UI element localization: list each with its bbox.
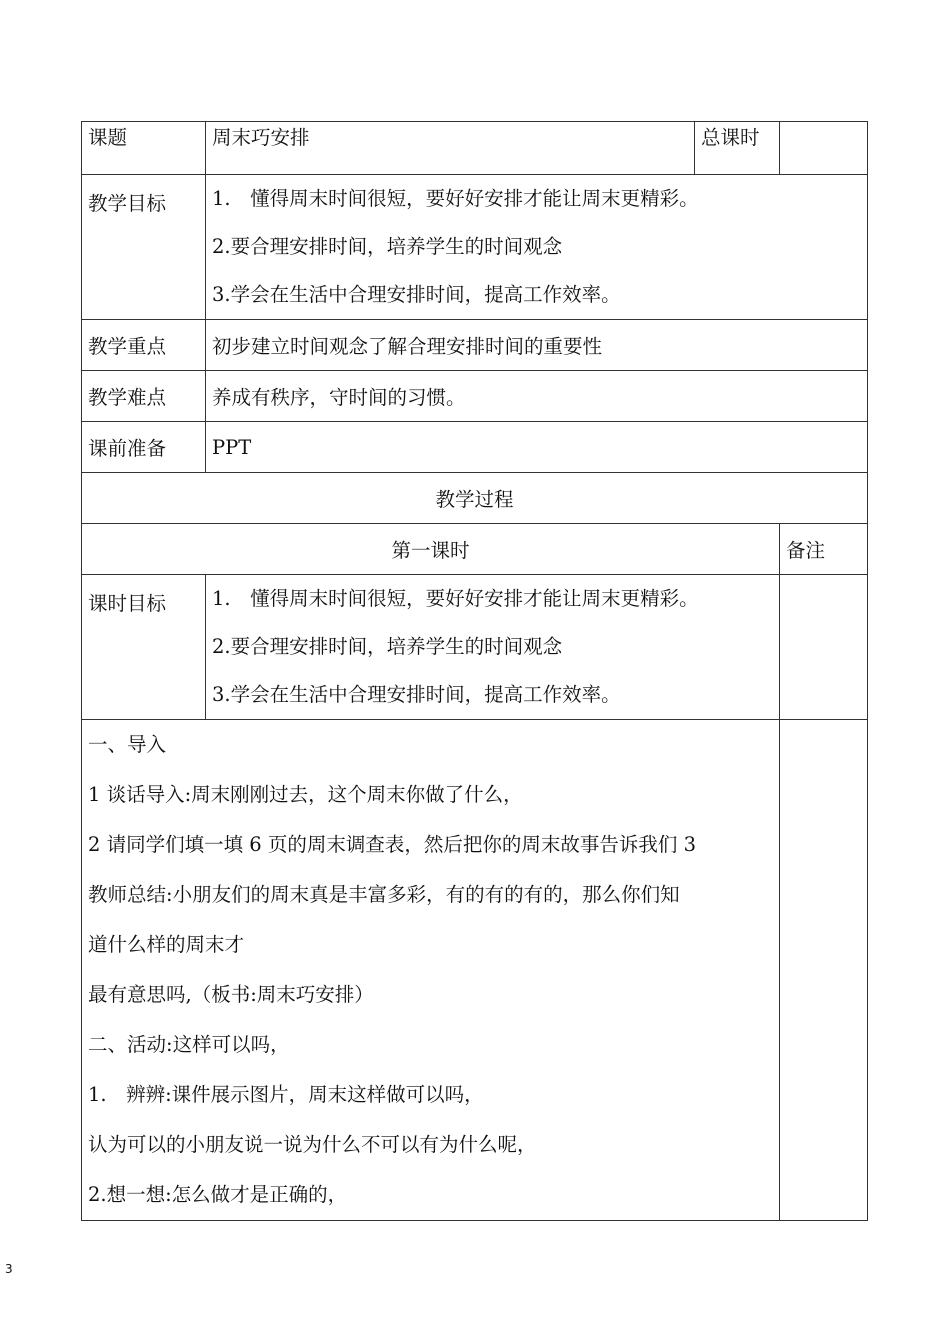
content-line: 二、活动:这样可以吗， xyxy=(88,1033,290,1056)
teaching-goals-row xyxy=(82,175,868,320)
teaching-goals-content xyxy=(206,175,868,320)
preparation-value: PPT xyxy=(206,422,868,473)
total-periods-value xyxy=(780,122,868,175)
content-line: 1 谈话导入:周末刚刚过去，这个周末你做了什么， xyxy=(88,783,523,806)
period-goals-remark xyxy=(780,575,868,720)
process-remark xyxy=(780,720,868,1221)
preparation-label: 课前准备 xyxy=(82,422,206,473)
difficulty-value: 养成有秩序，守时间的习惯。 xyxy=(206,371,868,422)
goal-item: 2.要合理安排时间，培养学生的时间观念 xyxy=(212,235,563,258)
topic-label: 课题 xyxy=(82,122,206,175)
content-line: 道什么样的周末才 xyxy=(88,933,245,956)
key-points-value: 初步建立时间观念了解合理安排时间的重要性 xyxy=(206,320,868,371)
topic-value: 周末巧安排 xyxy=(206,122,695,175)
content-line: 1. 辨辨:课件展示图片，周末这样做可以吗， xyxy=(88,1083,484,1106)
total-periods-label: 总课时 xyxy=(695,122,780,175)
period-goal-item: 3.学会在生活中合理安排时间，提高工作效率。 xyxy=(212,683,621,706)
content-line: 认为可以的小朋友说一说为什么不可以有为什么呢， xyxy=(88,1133,537,1156)
process-title-row xyxy=(82,473,868,524)
process-content xyxy=(82,720,780,1221)
teaching-goals-label: 教学目标 xyxy=(82,175,206,320)
period-goals-label: 课时目标 xyxy=(82,575,206,720)
content-line: 2.想一想:怎么做才是正确的， xyxy=(88,1183,348,1206)
goal-item: 3.学会在生活中合理安排时间，提高工作效率。 xyxy=(212,283,621,306)
period-goal-item: 1. 懂得周末时间很短，要好好安排才能让周末更精彩。 xyxy=(212,587,699,610)
goal-item: 1. 懂得周末时间很短，要好好安排才能让周末更精彩。 xyxy=(212,187,699,210)
period-goals-row xyxy=(82,575,868,720)
content-line: 最有意思吗,（板书:周末巧安排） xyxy=(88,983,374,1006)
remark-label: 备注 xyxy=(780,524,868,575)
topic-row xyxy=(82,122,868,175)
difficulty-label: 教学难点 xyxy=(82,371,206,422)
period-goal-item: 2.要合理安排时间，培养学生的时间观念 xyxy=(212,635,563,658)
period-goals-content xyxy=(206,575,780,720)
content-line: 一、导入 xyxy=(88,733,167,756)
process-title: 教学过程 xyxy=(82,473,868,524)
key-points-row xyxy=(82,320,868,371)
key-points-label: 教学重点 xyxy=(82,320,206,371)
content-line: 2 请同学们填一填 6 页的周末调查表，然后把你的周末故事告诉我们 3 xyxy=(88,833,697,856)
preparation-row xyxy=(82,422,868,473)
process-content-row xyxy=(82,720,868,1221)
lesson-plan-table xyxy=(81,121,868,1221)
period-title-row xyxy=(82,524,868,575)
content-line: 教师总结:小朋友们的周末真是丰富多彩，有的有的有的，那么你们知 xyxy=(88,883,680,906)
period-title: 第一课时 xyxy=(82,524,780,575)
difficulty-row xyxy=(82,371,868,422)
page-number: 3 xyxy=(5,1262,13,1276)
